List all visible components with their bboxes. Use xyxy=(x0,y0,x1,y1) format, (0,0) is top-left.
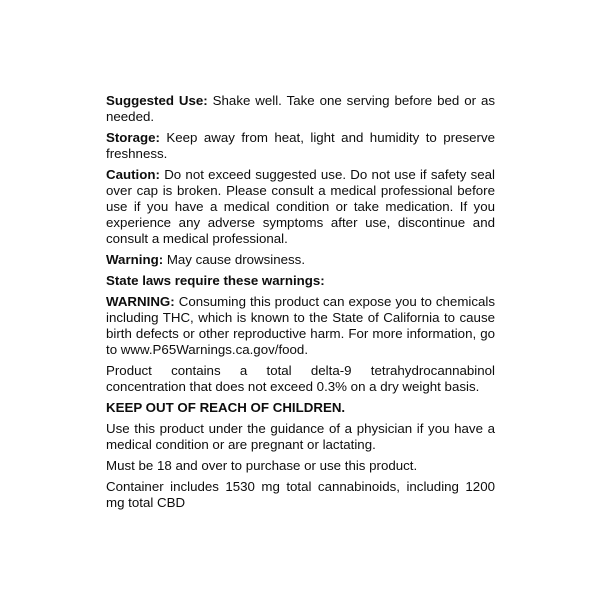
suggested-use-label: Suggested Use: xyxy=(106,93,208,108)
suggested-use-paragraph xyxy=(106,93,495,125)
storage-label: Storage: xyxy=(106,130,160,145)
storage-text: Keep away from heat, light and humidity to preserve freshness. xyxy=(106,130,495,161)
prop65-warning-text: Consuming this product can expose you to chemicals including THC, which is known to the State of California to cause birth defects or other reproductive harm. For more information, go to www.P65Warnings.ca.gov/food. xyxy=(106,294,495,357)
cannabinoid-content-text: Container includes 1530 mg total cannabinoids, including 1200 mg total CBD xyxy=(106,479,495,510)
drowsiness-warning-label: Warning: xyxy=(106,252,164,267)
prop65-warning-label: WARNING: xyxy=(106,294,175,309)
keep-out-of-reach-heading xyxy=(106,400,495,416)
suggested-use-text: Shake well. Take one serving before bed or as needed. xyxy=(106,93,495,124)
cannabinoid-content-paragraph xyxy=(106,479,495,511)
age-restriction-paragraph xyxy=(106,458,495,474)
physician-guidance-text: Use this product under the guidance of a physician if you have a medical condition or are pregnant or lactating. xyxy=(106,421,495,452)
keep-out-of-reach-text: KEEP OUT OF REACH OF CHILDREN. xyxy=(106,400,346,415)
state-laws-heading xyxy=(106,273,495,289)
state-laws-heading-text: State laws require these warnings: xyxy=(106,273,325,288)
prop65-warning-paragraph xyxy=(106,294,495,358)
age-restriction-text: Must be 18 and over to purchase or use this product. xyxy=(106,458,418,473)
caution-paragraph xyxy=(106,167,495,247)
physician-guidance-paragraph xyxy=(106,421,495,453)
caution-label: Caution: xyxy=(106,167,160,182)
delta9-concentration-text: Product contains a total delta-9 tetrahydrocannabinol concentration that does not exceed 0.3% on a dry weight basis. xyxy=(106,363,495,394)
drowsiness-warning-paragraph xyxy=(106,252,495,268)
caution-text: Do not exceed suggested use. Do not use if safety seal over cap is broken. Please consult a medical professional before use if you have a medical condition or take medication. If you experience any adverse symptoms after use, discontinue and consult a medical professional. xyxy=(106,167,495,246)
storage-paragraph xyxy=(106,130,495,162)
product-label-panel xyxy=(106,93,495,516)
drowsiness-warning-text: May cause drowsiness. xyxy=(166,252,306,267)
delta9-concentration-paragraph xyxy=(106,363,495,395)
